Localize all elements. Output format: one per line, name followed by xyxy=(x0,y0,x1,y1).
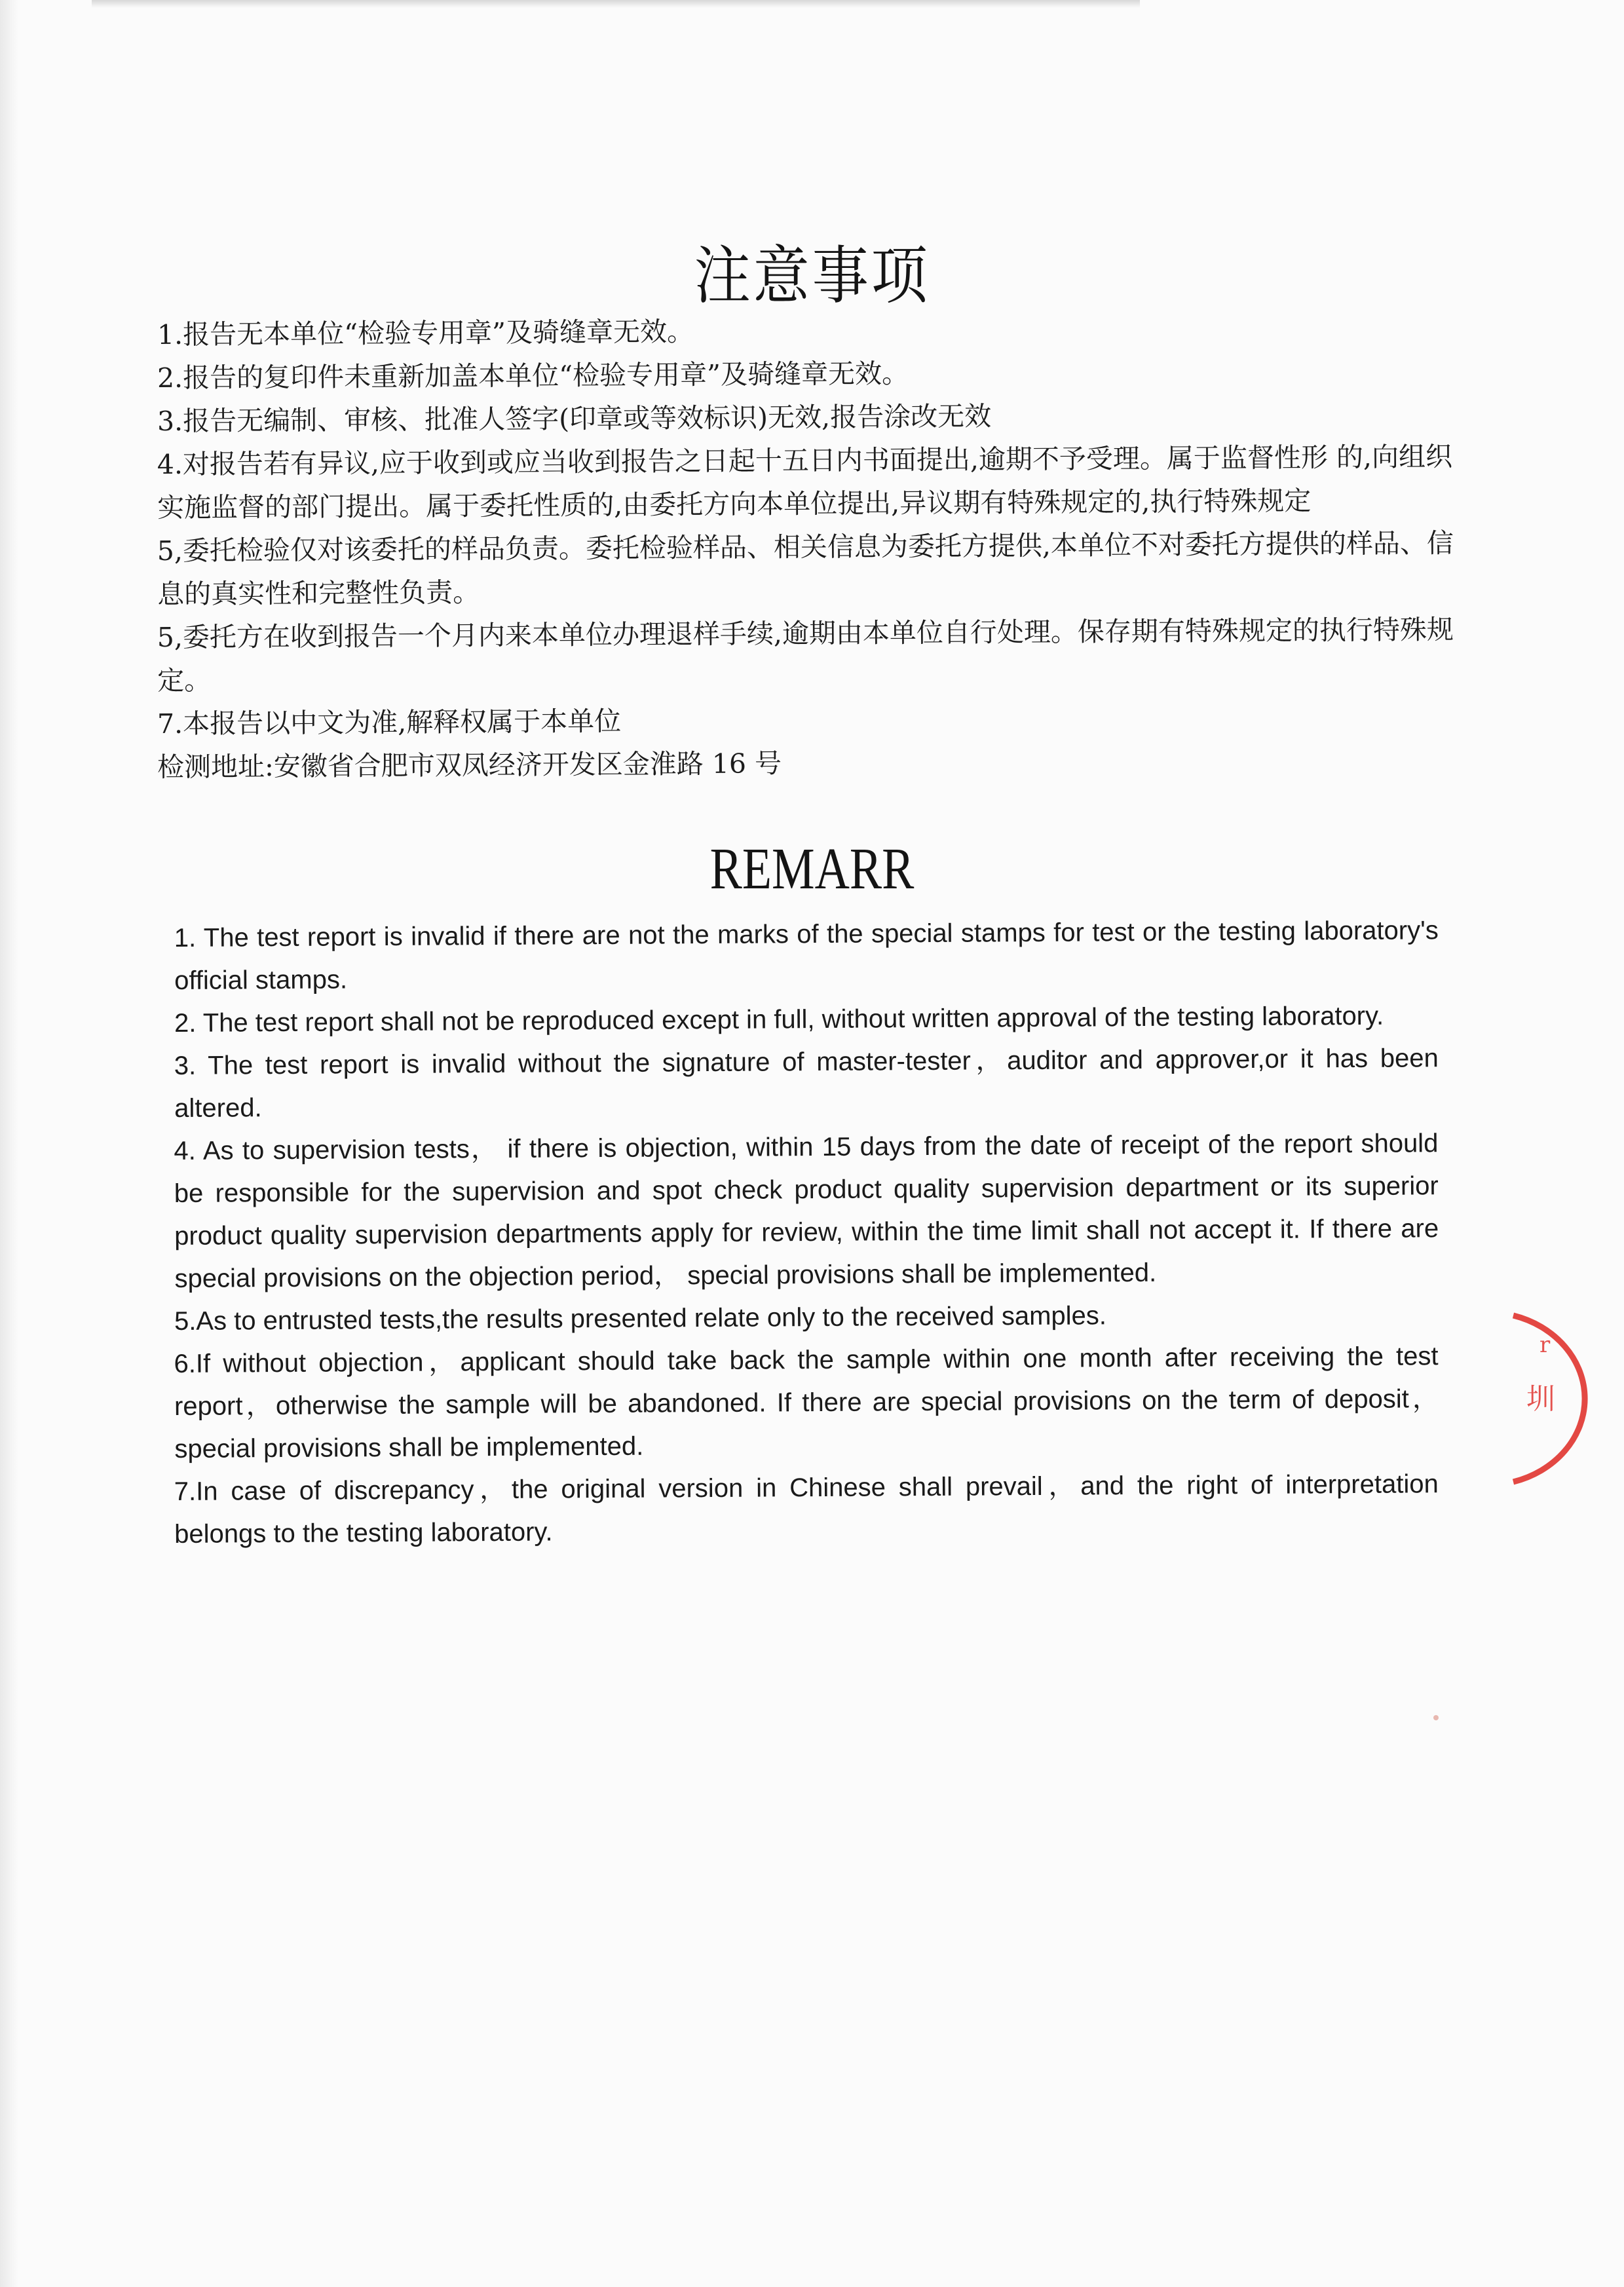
remark-item: 1. The test report is invalid if there are not the marks of the special stamps for test or the testing laboratory's official stamps. xyxy=(174,916,1439,995)
scan-speck xyxy=(1433,1715,1439,1720)
svg-text:圳: 圳 xyxy=(1526,1382,1555,1416)
remark-item: 5.As to entrusted tests,the results presented relate only to the received samples. xyxy=(174,1301,1107,1336)
scan-top-edge xyxy=(92,0,1140,8)
notice-item: 7.本报告以中文为准,解释权属于本单位 xyxy=(157,705,622,740)
svg-text:r: r xyxy=(1539,1332,1551,1358)
notice-title: 注意事项 xyxy=(694,239,930,312)
notice-item: 5,委托方在收到报告一个月内来本单位办理退样手续,逾期由本单位自行处理。保存期有特殊规定的执行特殊规定。 xyxy=(157,613,1454,696)
notice-item: 4.对报告若有异议,应于收到或应当收到报告之日起十五日内书面提出,逾期不予受理。属于监督性形 的,向组织实施监督的部门提出。属于委托性质的,由委托方向本单位提出,异议期有特殊规定的,执行特殊规定 xyxy=(157,440,1453,523)
remark-item: 7.In case of discrepancy，the original version in Chinese shall prevail，and the right of interpretation belongs to the testing laboratory. xyxy=(174,1469,1439,1549)
remark-item: 6.If without objection，applicant should take back the sample within one month after receiving the test report，otherwise the sample will be abandoned. If there are special provisions on the term of deposit，special provisions shall be implemented. xyxy=(174,1342,1439,1464)
notice-item: 5,委托检验仅对该委托的样品负责。委托检验样品、相关信息为委托方提供,本单位不对委托方提供的样品、信息的真实性和完整性负责。 xyxy=(157,527,1454,610)
notice-item: 3.报告无编制、审核、批准人签字(印章或等效标识)无效,报告涂改无效 xyxy=(157,400,992,437)
notice-list xyxy=(157,313,1461,789)
notice-item: 2.报告的复印件未重新加盖本单位“检验专用章”及骑缝章无效。 xyxy=(157,357,909,394)
remark-title: REMARR xyxy=(709,837,915,901)
remark-list xyxy=(174,917,1439,1556)
remark-item: 4. As to supervision tests， if there is objection, within 15 days from the date of receipt of the report should be responsible for the supervision and spot check product quality supervision department or its superior product quality supervision departments apply for review, within the time limit shall not accept it. If there are special provisions on the objection period， special provisions shall be implemented. xyxy=(174,1129,1439,1293)
remark-item: 3. The test report is invalid without the signature of master-tester，auditor and approver,or it has been altered. xyxy=(174,1044,1439,1123)
scan-left-edge xyxy=(0,0,18,2287)
remark-item: 2. The test report shall not be reproduced except in full, without written approval of the testing laboratory. xyxy=(174,1001,1384,1038)
seal-stamp-fragment xyxy=(1500,1310,1598,1487)
notice-item: 1.报告无本单位“检验专用章”及骑缝章无效。 xyxy=(157,315,694,350)
testing-address: 检测地址:安徽省合肥市双凤经济开发区金淮路 16 号 xyxy=(157,747,782,783)
